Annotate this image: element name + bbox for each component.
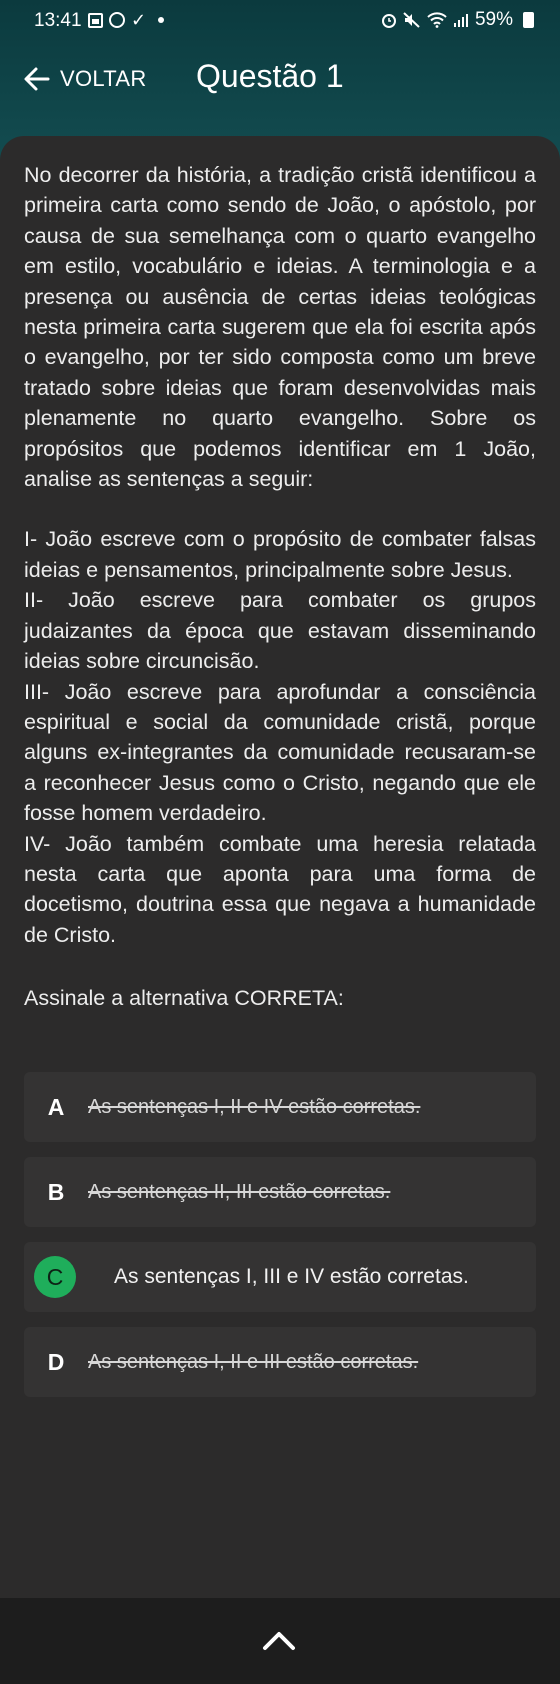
option-c[interactable] bbox=[24, 1242, 536, 1312]
option-text: As sentenças II, III estão corretas. bbox=[88, 1180, 391, 1203]
option-text: As sentenças I, III e IV estão corretas. bbox=[114, 1265, 469, 1288]
mute-icon bbox=[403, 12, 421, 28]
status-time: 13:41 bbox=[34, 10, 82, 31]
whatsapp-icon bbox=[109, 12, 125, 28]
battery-icon bbox=[523, 12, 534, 28]
chevron-up-icon[interactable] bbox=[261, 1628, 297, 1652]
option-d[interactable] bbox=[24, 1327, 536, 1397]
option-text: As sentenças I, II e IV estão corretas. bbox=[88, 1095, 421, 1118]
download-icon: ✓ bbox=[131, 10, 147, 30]
arrow-left-icon bbox=[22, 64, 52, 94]
option-a[interactable] bbox=[24, 1072, 536, 1142]
question-statement: No decorrer da história, a tradição cristã identificou a primeira carta como sendo de João, o apóstolo, por causa de sua semelhança com o quarto evangelho em estilo, vocabulário e ideias. A terminologia e a presença ou ausência de certas ideias teológicas nesta primeira carta sugerem que ela foi escrita após o evangelho, por ter sido composta como um breve tratado sobre ideias que foram desenvolvidas mais plenamente no quarto evangelho. Sobre os propósitos que podemos identificar em 1 João, analise as sentenças a seguir: bbox=[24, 163, 536, 492]
question-prompt: Assinale a alternativa CORRETA: bbox=[24, 986, 344, 1010]
signal-icon bbox=[453, 12, 469, 28]
page-title: Questão 1 bbox=[196, 58, 344, 94]
notification-icons bbox=[88, 12, 164, 28]
question-body bbox=[24, 160, 536, 950]
option-b[interactable] bbox=[24, 1157, 536, 1227]
alarm-icon bbox=[381, 12, 397, 28]
option-text: As sentenças I, II e III estão corretas. bbox=[88, 1350, 419, 1373]
sentence-1: I- João escreve com o propósito de combater falsas ideias e pensamentos, principalmente sobre Jesus. bbox=[24, 527, 536, 582]
wifi-icon bbox=[427, 12, 447, 28]
system-icons bbox=[381, 9, 534, 31]
option-letter: D bbox=[47, 1348, 65, 1375]
battery-label: 59% bbox=[474, 9, 513, 30]
option-letter: B bbox=[47, 1178, 65, 1205]
back-label: VOLTAR bbox=[60, 66, 147, 91]
sentence-3: III- João escreve para aprofundar a consciência espiritual e social da comunidade cristã, porque alguns ex-integrantes da comunidade recusaram-se a reconhecer Jesus como o Cristo, negando que ele fosse homem verdadeiro. bbox=[24, 679, 536, 826]
sentence-2: II- João escreve para combater os grupos judaizantes da época que estavam disseminando ideias sobre circuncisão. bbox=[24, 588, 536, 674]
selected-badge: C bbox=[34, 1256, 76, 1298]
sentence-4: IV- João também combate uma heresia relatada nesta carta que aponta para uma forma de docetismo, doutrina essa que negava a humanidade de Cristo. bbox=[24, 831, 536, 947]
status-bar bbox=[0, 0, 560, 42]
bottom-bar bbox=[0, 1598, 560, 1684]
option-letter: A bbox=[47, 1093, 65, 1120]
back-button[interactable] bbox=[22, 64, 147, 94]
dot-icon bbox=[158, 17, 164, 23]
gallery-icon bbox=[88, 13, 103, 28]
nav-bar bbox=[0, 44, 560, 120]
